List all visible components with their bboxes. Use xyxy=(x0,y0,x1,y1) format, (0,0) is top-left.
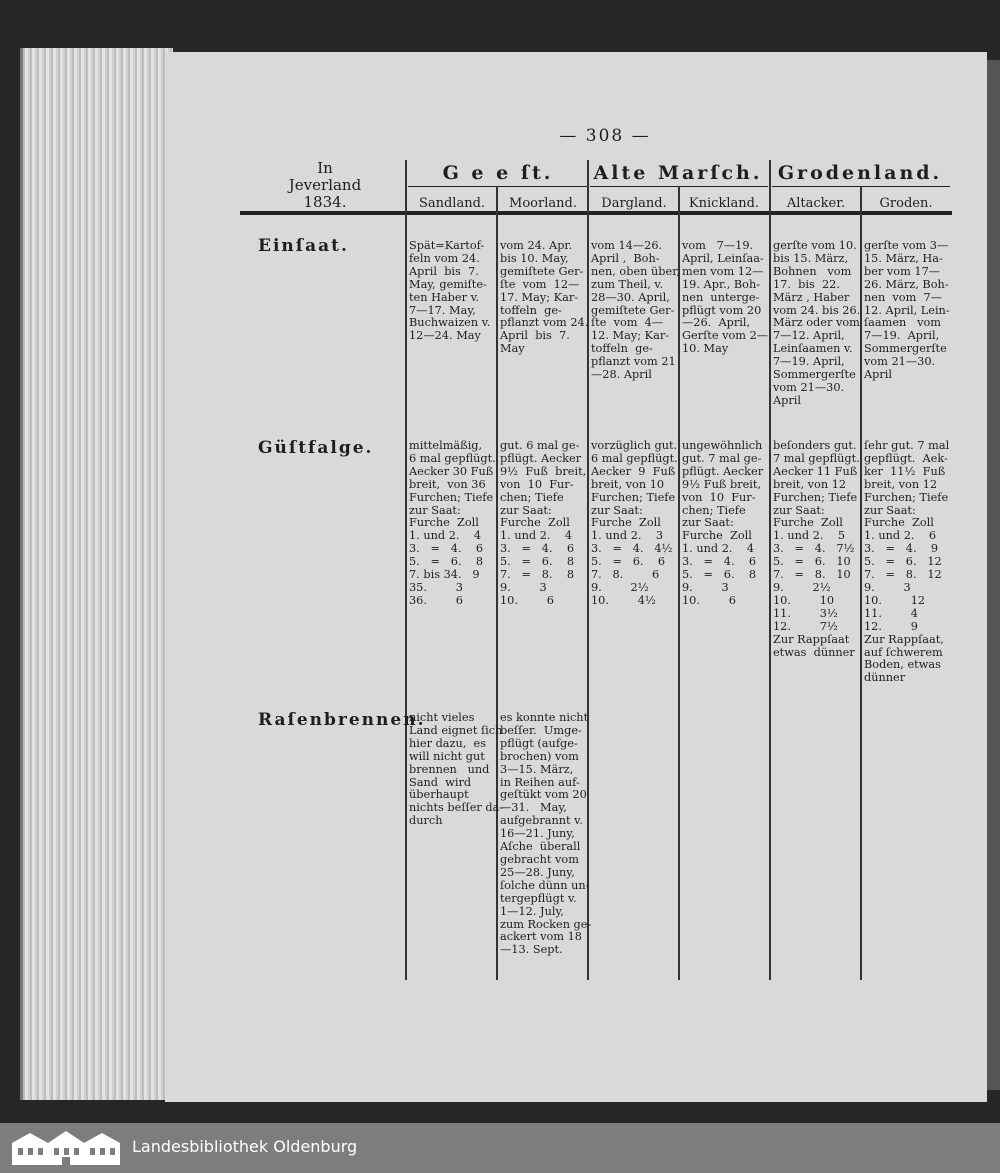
einsaat-knickland: vom 7—19. April, Leinſaa- men vom 12— 19. Apr., Boh- nen unterge- pflügt vom 20 —26. April, Gerſte vom 2— 10. May xyxy=(682,239,769,356)
row-label-guestfalge: Güſtfalge. xyxy=(258,438,374,458)
book-page-edges xyxy=(20,48,173,1100)
year-label: In Jeverland 1834. xyxy=(288,159,362,211)
guestfalge-sandland: mittelmäßig, 6 mal gepflügt. Aecker 30 Fuß breit, von 36 Furchen; Tiefe zur Saat: Furche Zoll 1. und 2. 4 3. = 4. 6 5. = 6. 8 7. bis 34. 9 35. 3 36. 6 xyxy=(409,439,496,607)
rasenbrennen-sandland: nicht vieles Land eignet ſich hier dazu, es will nicht gut brennen und Sand wird überhaupt nichts beſſer da- durch xyxy=(409,711,504,828)
einsaat-groden: gerſte vom 3— 15. März, Ha- ber vom 17— 26. März, Boh- nen vom 7— 12. April, Lein- ſaamen vom 7—19. April, Sommergerſte vom 21—30. April xyxy=(864,239,950,382)
sub-knickland: Knickland. xyxy=(688,196,760,211)
page-number: — 308 — xyxy=(559,126,651,146)
guestfalge-altacker: beſonders gut. 7 mal gepflügt. Aecker 11 Fuß breit, von 12 Furchen; Tiefe zur Saat: Furche Zoll 1. und 2. 5 3. = 4. 7½ 5. = 6. 10 7. = 8. 10 9. 2½ 10. 10 11. 3½ 12. 7½ Zur Rappſaat etwas dünner xyxy=(773,439,860,659)
einsaat-moorland: vom 24. Apr. bis 10. May, gemiſtete Ger- ſte vom 12— 17. May; Kar- toffeln ge- pflanzt vom 24. April bis 7. May xyxy=(500,239,589,356)
library-name: Landesbibliothek Oldenburg xyxy=(132,1137,358,1156)
header-bottom-rule xyxy=(240,211,952,215)
sub-altacker: Altacker. xyxy=(786,196,846,211)
column-divider xyxy=(496,186,498,980)
guestfalge-dargland: vorzüglich gut. 6 mal gepflügt. Aecker 9 Fuß breit, von 10 Furchen; Tiefe zur Saat: Furche Zoll 1. und 2. 3 3. = 4. 4½ 5. = 6. 6 7. 8. 6 9. 2½ 10. 4½ xyxy=(591,439,678,607)
sub-moorland: Moorland. xyxy=(509,196,577,211)
einsaat-dargland: vom 14—26. April , Boh- nen, oben über, zum Theil, v. 28—30. April, gemiſtete Ger- ſte vom 4— 12. May; Kar- toffeln ge- pflanzt vom 21 —28. April xyxy=(591,239,680,382)
library-building-logo xyxy=(10,1129,122,1167)
group-underline xyxy=(408,186,588,187)
library-footer xyxy=(0,1123,1000,1173)
group-alte-marsch: Alte Marſch. xyxy=(593,162,763,184)
column-divider xyxy=(405,160,407,980)
row-label-einsaat: Einſaat. xyxy=(258,236,349,256)
sub-dargland: Dargland. xyxy=(601,196,667,211)
guestfalge-groden: ſehr gut. 7 mal gepflügt. Aek- ker 11½ Fuß breit, von 12 Furchen; Tiefe zur Saat: Furche Zoll 1. und 2. 6 3. = 4. 9 5. = 6. 12 7. = 8. 12 9. 3 10. 12 11. 4 12. 9 Zur Rappſaat, auf ſchwerem Boden, etwas dünner xyxy=(864,439,950,685)
group-grodenland: Grodenland. xyxy=(777,162,943,184)
group-geest: G e e ſt. xyxy=(442,162,554,184)
guestfalge-knickland: ungewöhnlich gut. 7 mal ge- pflügt. Aecker 9½ Fuß breit, von 10 Fur- chen; Tiefe zur Saat: Furche Zoll 1. und 2. 4 3. = 4. 6 5. = 6. 8 9. 3 10. 6 xyxy=(682,439,764,607)
rasenbrennen-moorland: es konnte nicht beſſer. Umge- pflügt (aufge- brochen) vom 3—15. März, in Reihen auf- geſtükt vom 20 —31. May, aufgebrannt v. 16—21. Juny, Aſche überall gebracht vom 25—28. Juny, ſolche dünn un- tergepflügt v. 1—12. July, zum Rocken ge- ackert vom 18 —13. Sept. xyxy=(500,711,592,957)
einsaat-altacker: gerſte vom 10. bis 15. März, Bohnen vom 17. bis 22. März , Haber vom 24. bis 26. März oder vom 7—12. April, Leinſaamen v. 7—19. April, Sommergerſte vom 21—30. April xyxy=(773,239,861,407)
guestfalge-moorland: gut. 6 mal ge- pflügt. Aecker 9½ Fuß breit, von 10 Fur- chen; Tiefe zur Saat: Furche Zoll 1. und 2. 4 3. = 4. 6 5. = 6. 8 7. = 8. 8 9. 3 10. 6 xyxy=(500,439,587,607)
column-divider xyxy=(769,160,771,980)
sub-groden: Groden. xyxy=(879,196,933,211)
einsaat-sandland: Spät=Kartof- feln vom 24. April bis 7. May, gemiſte- ten Haber v. 7—17. May, Buchwaizen v. 12—24. May xyxy=(409,239,491,343)
row-label-rasenbrennen: Raſenbrennen. xyxy=(258,710,426,730)
sub-sandland: Sandland. xyxy=(418,196,486,211)
page-right-edge xyxy=(987,60,1000,1090)
